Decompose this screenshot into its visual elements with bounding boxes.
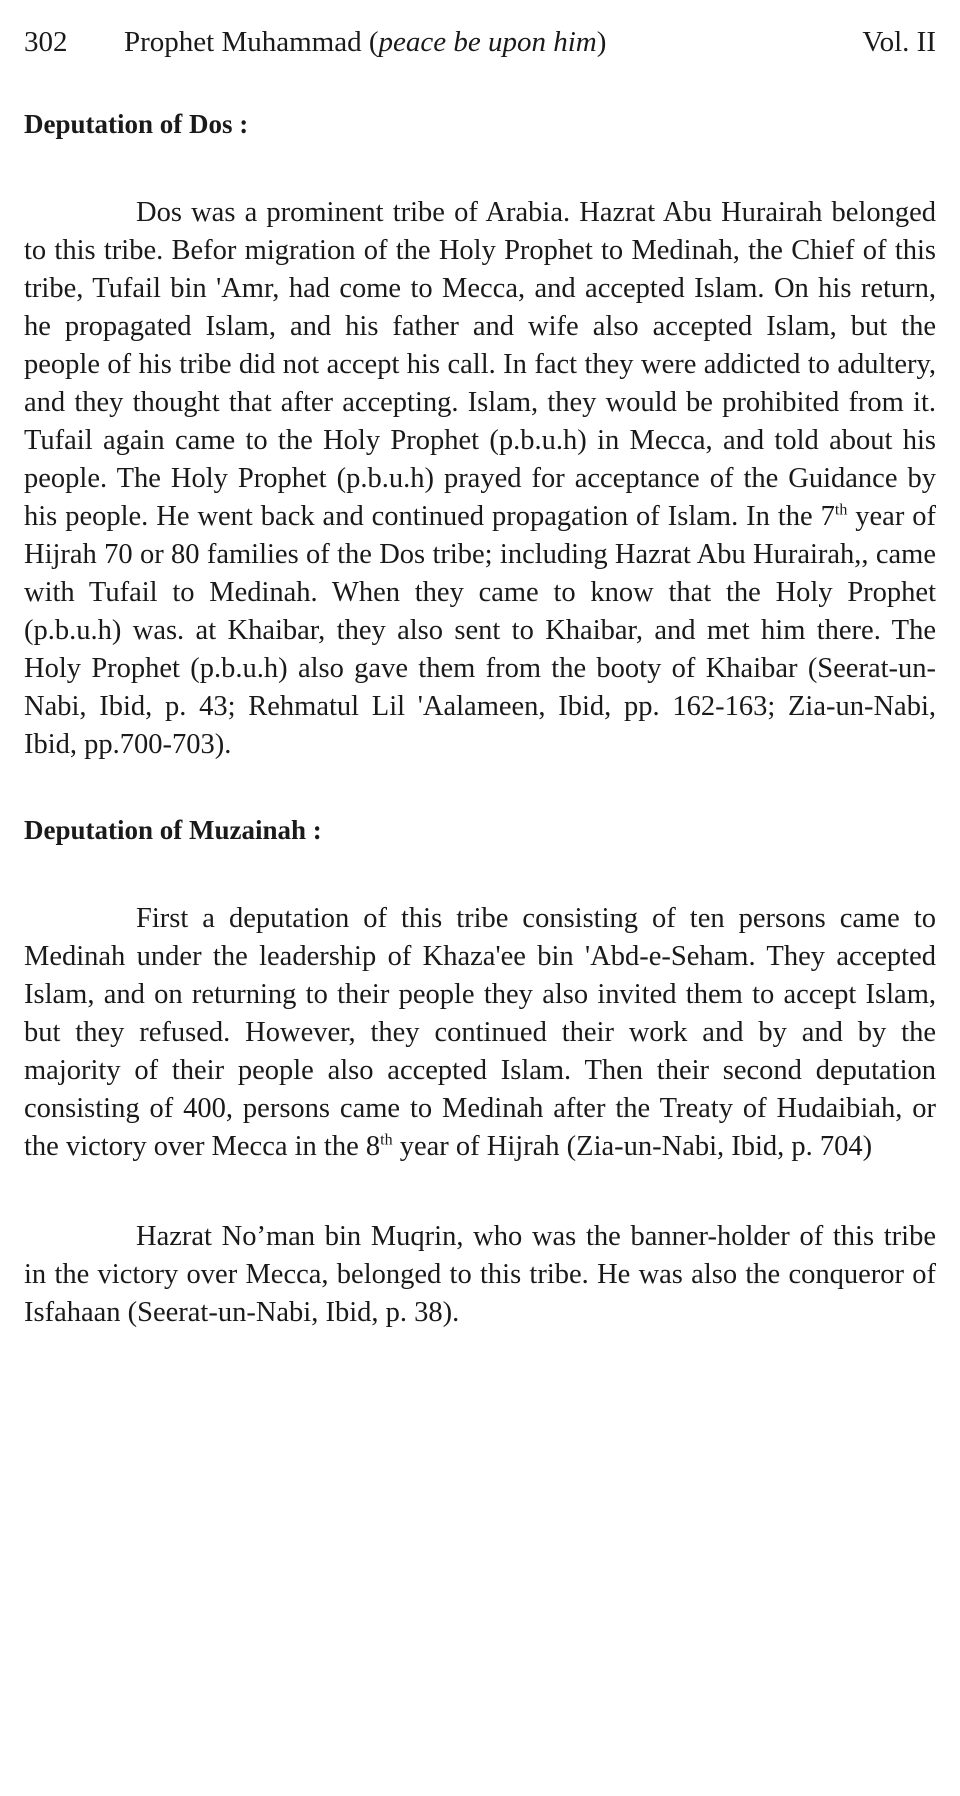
book-title-italic: peace be upon him — [378, 26, 597, 58]
section-heading-dos: Deputation of Dos : — [24, 109, 249, 139]
paragraph-muzainah-2 — [24, 1218, 936, 1332]
running-header — [24, 18, 936, 66]
paragraph-text: First a deputation of this tribe consisting of ten persons came to Medinah under the leadership of Khaza'ee bin 'Abd-e-Seham. They accepted Islam, and on returning to their people they also invited them to accept Islam, but they refused. However, they continued their work and by and by the majority of their people also accepted Islam. Then their second deputation consisting of 400, persons came to Medinah after the Treaty of Hudaibiah, or the victory over Mecca in the 8 — [24, 903, 936, 1162]
paragraph-text: year of Hijrah 70 or 80 families of the Dos tribe; including Hazrat Abu Hurairah,, came with Tufail to Medinah. When they came to know that the Holy Prophet (p.b.u.h) was. at Khaibar, they also sent to Khaibar, and met him there. The Holy Prophet (p.b.u.h) also gave them from the booty of Khaibar (Seerat-un-Nabi, Ibid, p. 43; Rehmatul Lil 'Aalameen, Ibid, pp. 162-163; Zia-un-Nabi, Ibid, pp.700-703). — [24, 501, 937, 760]
paragraph-text: Dos was a prominent tribe of Arabia. Hazrat Abu Hurairah belonged to this tribe. Befor migration of the Holy Prophet to Medinah, the Chief of this tribe, Tufail bin 'Amr, had come to Mecca, and accepted Islam. On his return, he propagated Islam, and his father and wife also accepted Islam, but the people of his tribe did not accept his call. In fact they were addicted to adultery, and they thought that after accepting. Islam, they would be prohibited from it. Tufail again came to the Holy Prophet (p.b.u.h) in Mecca, and told about his people. The Holy Prophet (p.b.u.h) prayed for acceptance of the Guidance by his people. He went back and continued propagation of Islam. In the 7 — [24, 197, 936, 532]
paragraph-muzainah-1 — [24, 900, 936, 1166]
section-heading-muzainah: Deputation of Muzainah : — [24, 815, 322, 845]
book-title — [124, 18, 862, 66]
paragraph-dos — [24, 194, 936, 764]
paragraph-text: year of Hijrah (Zia-un-Nabi, Ibid, p. 704) — [392, 1131, 873, 1162]
ordinal-suffix: th — [380, 1131, 393, 1149]
paragraph-text: Hazrat No’man bin Muqrin, who was the banner-holder of this tribe in the victory over Mecca, belonged to this tribe. He was also the conqueror of Isfahaan (Seerat-un-Nabi, Ibid, p. 38). — [24, 1221, 936, 1328]
book-title-suffix: ) — [596, 26, 607, 58]
page-number: 302 — [24, 26, 68, 58]
book-page — [24, 18, 936, 1332]
book-title-prefix: Prophet Muhammad ( — [124, 26, 379, 58]
volume-label: Vol. II — [862, 26, 936, 58]
ordinal-suffix: th — [834, 501, 848, 519]
